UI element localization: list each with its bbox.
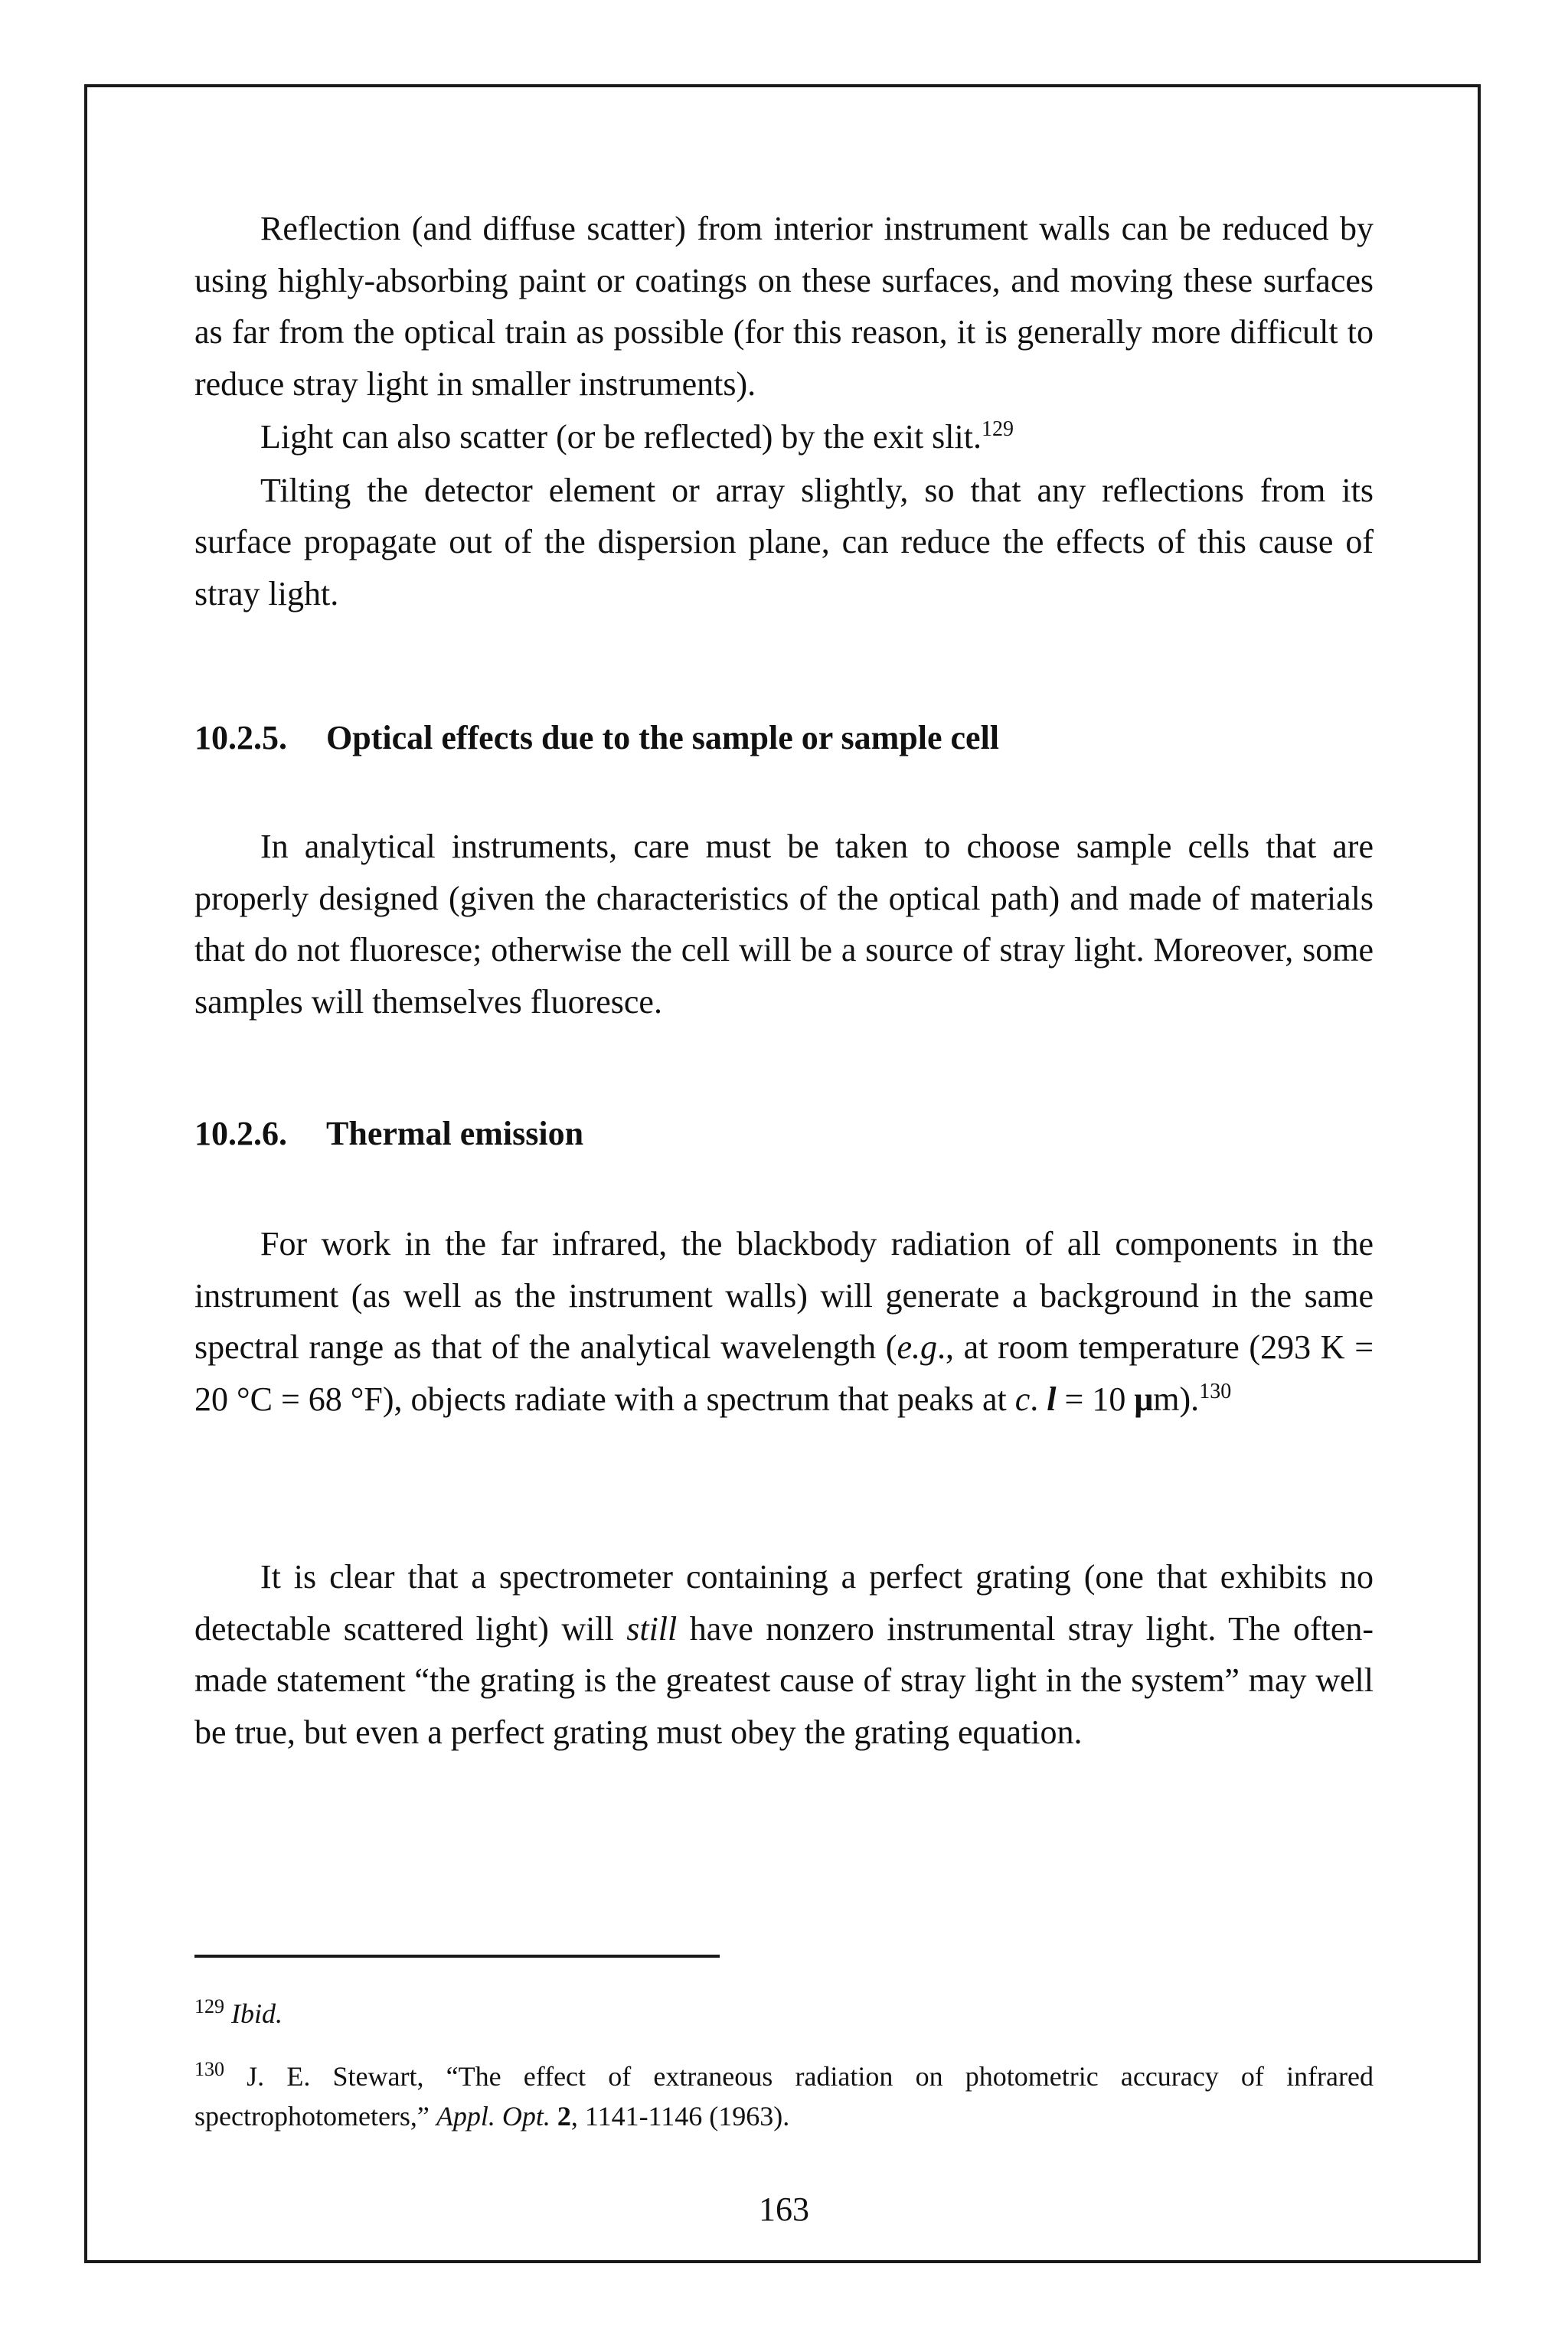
perfect-grating-text-b: have nonzero instrumental stray light. The often-made statement “the grating is the greatest cause of stray light in the system” may well be true, but even a perfect grating must obey the grating equation.	[194, 1609, 1374, 1751]
footnote-divider	[194, 1955, 720, 1958]
far-infrared-text-a: For work in the far infrared, the blackbody radiation of all components in the instrument (as well as the instrument walls) will generate a background in the same spectral range as that of the analytical wavelength (	[194, 1225, 1374, 1366]
section-10-2-6-body-2	[194, 1551, 1374, 1758]
footnote-ref-129[interactable]: 129	[981, 417, 1014, 441]
paragraph-exit-slit-text: Light can also scatter (or be reflected) by the exit slit.	[260, 418, 982, 456]
heading-10-2-6-number: 10.2.6.	[194, 1115, 287, 1152]
perfect-grating-still: still	[626, 1609, 678, 1648]
far-infrared-text-f: m).	[1153, 1380, 1200, 1418]
paragraph-tilt-detector: Tilting the detector element or array slightly, so that any reflections from its surface propagate out of the dispersion plane, can reduce the effects of this cause of stray light.	[194, 471, 1374, 612]
intro-paragraphs	[194, 203, 1374, 619]
footnote-129-text: Ibid.	[231, 1998, 283, 2029]
heading-10-2-5-title: Optical effects due to the sample or sample cell	[326, 719, 1000, 756]
far-infrared-text-d: .	[1030, 1380, 1047, 1418]
paragraph-wall-reflection: Reflection (and diffuse scatter) from interior instrument walls can be reduced by using highly-absorbing paint or coatings on these surfaces, and moving these surfaces as far from the optical train as possible (for this reason, it is generally more difficult to reduce stray light in smaller instruments).	[194, 210, 1374, 403]
lambda-symbol: l	[1047, 1380, 1057, 1418]
footnote-130-space	[550, 2101, 557, 2132]
footnote-130-pages: , 1141-1146 (1963).	[570, 2101, 790, 2132]
section-10-2-5-body	[194, 821, 1374, 1027]
heading-10-2-6	[194, 1108, 1374, 1160]
paragraph-perfect-grating	[194, 1551, 1374, 1758]
footnote-130-journal: Appl. Opt.	[436, 2101, 550, 2132]
far-infrared-c: c	[1014, 1380, 1031, 1418]
heading-10-2-5	[194, 712, 1374, 764]
heading-10-2-6-title: Thermal emission	[326, 1115, 584, 1152]
footnote-ref-130[interactable]: 130	[1199, 1379, 1232, 1403]
footnote-130-volume: 2	[557, 2101, 571, 2132]
footnote-130-citation: J. E. Stewart, “The effect of extraneous radiation on photometric accuracy of infrared spectrophotometers,”	[194, 2061, 1374, 2132]
page-number: 163	[759, 2190, 809, 2228]
far-infrared-eg: e.g	[897, 1328, 937, 1366]
paragraph-far-infrared	[194, 1218, 1374, 1425]
perfect-grating-text-a: It is clear that a spectrometer containing a perfect grating (one that exhibits no detectable scattered light) will	[194, 1558, 1374, 1648]
footnote-130-number: 130	[194, 2058, 224, 2080]
footnote-129-number: 129	[194, 1995, 224, 2017]
far-infrared-text-e: = 10	[1056, 1380, 1135, 1418]
paragraph-sample-cells: In analytical instruments, care must be taken to choose sample cells that are properly designed (given the characteristics of the optical path) and made of materials that do not fluoresce; otherwise the cell will be a source of stray light. Moreover, some samples will themselves fluoresce.	[194, 828, 1374, 1021]
section-10-2-6-body	[194, 1218, 1374, 1425]
footnote-130	[194, 2056, 1374, 2136]
far-infrared-text-b: ., at room temperature (293 K = 20 °C = 68 °F), objects radiate with a spectrum that peaks at	[194, 1328, 1374, 1418]
mu-symbol: μ	[1134, 1380, 1154, 1418]
heading-10-2-5-number: 10.2.5.	[194, 719, 287, 756]
paragraph-exit-slit	[194, 411, 1374, 463]
footnote-129	[194, 1994, 1374, 2034]
